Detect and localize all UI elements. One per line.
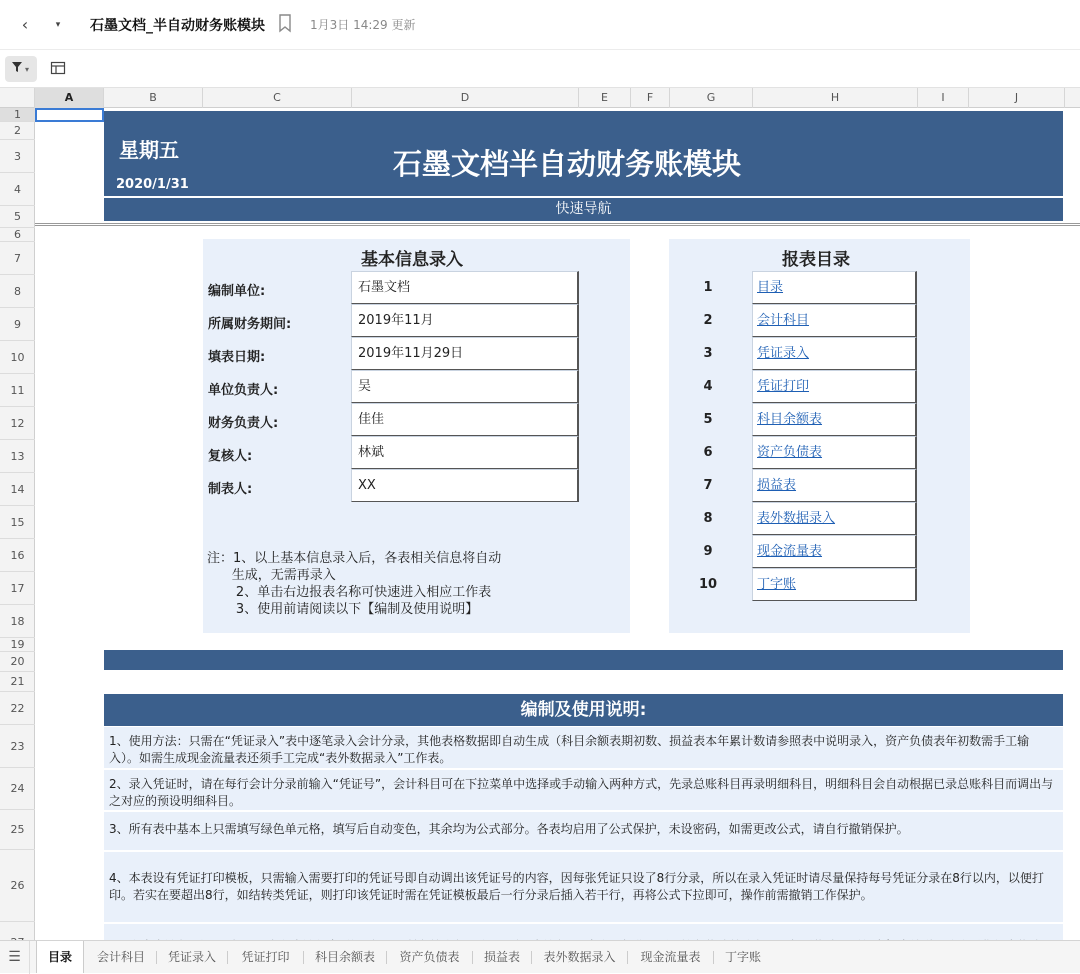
spreadsheet-grid xyxy=(0,88,1080,940)
instruction-item: 4、本表设有凭证打印模板，只需输入需要打印的凭证号即自动调出该凭证号的内容，因每张凭证只设了8行分录，所以在录入凭证时请尽量保持每号凭证分录在8行以内，以便打印。若实在要超出8行，如结转类凭证，则打印该凭证时需在凭证模板最后一行分录后插入若干行，再将公式下拉即可，操作前需撤销工作保护。 xyxy=(104,852,1063,923)
report-link-balance[interactable]: 科目余额表 xyxy=(757,412,823,427)
report-link-cell xyxy=(752,337,917,370)
sheet-tab-voucher-entry[interactable]: 凭证录入 xyxy=(167,950,216,964)
info-value-fill-date[interactable]: 2019年11月29日 xyxy=(351,337,579,370)
sheet-list-icon[interactable]: ☰ xyxy=(0,941,30,974)
report-number: 2 xyxy=(703,313,713,328)
row-header-cell[interactable]: 2 xyxy=(0,122,35,140)
report-link-cell xyxy=(752,469,917,502)
row-header-cell[interactable]: 1 xyxy=(0,108,35,122)
report-link-accounts[interactable]: 会计科目 xyxy=(757,313,810,328)
report-number: 8 xyxy=(703,511,713,526)
toolbar xyxy=(0,50,1080,88)
sheet-tab-cashflow[interactable]: 现金流量表 xyxy=(640,950,701,964)
basic-info-title: 基本信息录入 xyxy=(361,250,463,270)
column-header-e[interactable]: E xyxy=(579,88,631,108)
report-number: 7 xyxy=(703,478,713,493)
separator-bar xyxy=(104,650,1063,670)
row-header-cell[interactable]: 24 xyxy=(0,768,35,810)
report-number: 9 xyxy=(703,544,713,559)
report-link-t-account[interactable]: 丁字账 xyxy=(757,577,797,592)
info-label: 制表人: xyxy=(208,482,253,497)
instruction-item: 1、使用方法：只需在“凭证录入”表中逐笔录入会计分录，其他表格数据即自动生成（科目余额表期初数、损益表本年累计数请参照表中说明录入，资产负债表年初数需手工输入）。如需生成现金流量表还须手工完成“表外数据录入”工作表。 xyxy=(104,727,1063,769)
info-value-period[interactable]: 2019年11月 xyxy=(351,304,579,337)
sheet-tab-balance[interactable]: 科目余额表 xyxy=(314,950,375,964)
info-value-unit-head[interactable]: 吴 xyxy=(351,370,579,403)
report-number: 10 xyxy=(698,577,718,592)
instruction-item: 3、所有表中基本上只需填写绿色单元格，填写后自动变色，其余均为公式部分。各表均启用了公式保护，未设密码，如需更改公式，请自行撤销保护。 xyxy=(104,812,1063,851)
row-header-cell[interactable]: 3 xyxy=(0,140,35,173)
report-link-cell xyxy=(752,370,917,403)
column-header-f[interactable]: F xyxy=(631,88,670,108)
column-header-b[interactable]: B xyxy=(104,88,203,108)
report-number: 4 xyxy=(703,379,713,394)
report-link-cell xyxy=(752,271,917,304)
sheet-tab-bar xyxy=(0,940,1080,973)
report-link-income[interactable]: 损益表 xyxy=(757,478,797,493)
column-header-h[interactable]: H xyxy=(753,88,918,108)
column-header-d[interactable]: D xyxy=(352,88,579,108)
report-link-cell xyxy=(752,568,917,601)
weekday-label: 星期五 xyxy=(119,138,179,162)
row-header-cell[interactable]: 15 xyxy=(0,506,35,539)
row-header-cell[interactable]: 7 xyxy=(0,242,35,275)
document-title[interactable]: 石墨文档_半自动财务账模块 xyxy=(90,18,265,34)
report-link-voucher-entry[interactable]: 凭证录入 xyxy=(757,346,810,361)
row-header xyxy=(0,108,35,940)
sheet-tab-offsheet[interactable]: 表外数据录入 xyxy=(543,950,616,964)
info-label: 填表日期: xyxy=(208,350,266,365)
row-header-cell[interactable]: 11 xyxy=(0,374,35,407)
row-header-cell[interactable]: 21 xyxy=(0,672,35,692)
column-header-a[interactable]: A xyxy=(35,88,104,108)
title-bar xyxy=(0,0,1080,50)
page-title: 石墨文档半自动财务账模块 xyxy=(393,147,742,181)
row-header-cell[interactable]: 13 xyxy=(0,440,35,473)
sheet-tab-accounts[interactable]: 会计科目 xyxy=(96,950,145,964)
report-number: 6 xyxy=(703,445,713,460)
info-value-reviewer[interactable]: 林斌 xyxy=(351,436,579,469)
report-link-voucher-print[interactable]: 凭证打印 xyxy=(757,379,810,394)
column-header xyxy=(0,88,1080,108)
report-link-cell xyxy=(752,403,917,436)
report-link-offsheet[interactable]: 表外数据录入 xyxy=(757,511,836,526)
row-header-cell[interactable]: 16 xyxy=(0,539,35,572)
chevron-down-icon[interactable]: ▾ xyxy=(55,20,61,30)
row-header-cell[interactable]: 9 xyxy=(0,308,35,341)
row-header-cell[interactable]: 26 xyxy=(0,850,35,922)
back-icon[interactable]: ‹ xyxy=(21,15,29,34)
row-header-cell[interactable]: 20 xyxy=(0,652,35,672)
filter-icon[interactable]: ▾ xyxy=(5,56,37,82)
updated-time: 1月3日 14:29 更新 xyxy=(310,18,416,32)
info-label: 复核人: xyxy=(208,449,253,464)
info-value-finance-head[interactable]: 佳佳 xyxy=(351,403,579,436)
report-link-balance-sheet[interactable]: 资产负债表 xyxy=(757,445,823,460)
report-link-catalog[interactable]: 目录 xyxy=(757,280,784,295)
row-header-cell[interactable]: 25 xyxy=(0,810,35,850)
sheet-tab-catalog[interactable]: 目录 xyxy=(36,941,84,973)
row-header-cell[interactable]: 17 xyxy=(0,572,35,605)
row-header-cell[interactable]: 5 xyxy=(0,206,35,228)
sheet-tab-voucher-print[interactable]: 凭证打印 xyxy=(241,950,290,964)
instructions-title: 编制及使用说明: xyxy=(104,694,1063,726)
freeze-panes-icon[interactable] xyxy=(50,60,66,76)
report-link-cell xyxy=(752,304,917,337)
sheet-cells[interactable] xyxy=(35,108,1080,940)
instruction-item: 2、录入凭证时，请在每行会计分录前输入“凭证号”，会计科目可在下拉菜单中选择或手动输入两种方式，先录总账科目再录明细科目，明细科目会自动根据已录总账科目而调出与之对应的预设明细科目。 xyxy=(104,770,1063,811)
row-header-cell[interactable]: 4 xyxy=(0,173,35,206)
info-note: 注：1、以上基本信息录入后，各表相关信息将自动 生成，无需再录入 2、单击右边报表名称可快速进入相应工作表 3、使用前请阅读以下【编制及使用说明】 xyxy=(207,551,502,617)
report-link-cashflow[interactable]: 现金流量表 xyxy=(757,544,823,559)
report-number: 1 xyxy=(703,280,713,295)
row-header-cell[interactable]: 10 xyxy=(0,341,35,374)
row-header-cell[interactable]: 18 xyxy=(0,605,35,638)
row-header-cell[interactable]: 8 xyxy=(0,275,35,308)
date-label: 2020/1/31 xyxy=(116,177,189,192)
row-header-cell[interactable]: 22 xyxy=(0,692,35,725)
column-header-j[interactable]: J xyxy=(969,88,1065,108)
column-header-i[interactable]: I xyxy=(918,88,969,108)
sheet-tab-income[interactable]: 损益表 xyxy=(483,950,520,964)
info-label: 单位负责人: xyxy=(208,383,279,398)
report-number: 5 xyxy=(703,412,713,427)
row-header-cell[interactable]: 19 xyxy=(0,638,35,652)
corner-cell[interactable] xyxy=(0,88,35,108)
report-link-cell xyxy=(752,535,917,568)
row-header-cell[interactable]: 12 xyxy=(0,407,35,440)
report-directory-title: 报表目录 xyxy=(782,250,850,270)
report-link-cell xyxy=(752,436,917,469)
row-header-cell[interactable]: 23 xyxy=(0,725,35,768)
info-value-preparer[interactable]: XX xyxy=(351,469,579,502)
row-header-cell[interactable]: 14 xyxy=(0,473,35,506)
sheet-tab-t-account[interactable]: 丁字账 xyxy=(724,950,761,964)
divider xyxy=(35,223,1080,226)
report-number: 3 xyxy=(703,346,713,361)
report-link-cell xyxy=(752,502,917,535)
info-label: 财务负责人: xyxy=(208,416,279,431)
info-label: 所属财务期间: xyxy=(208,317,292,332)
bookmark-icon[interactable] xyxy=(278,14,292,32)
selected-cell-a1[interactable] xyxy=(35,108,104,122)
column-header-g[interactable]: G xyxy=(670,88,753,108)
info-label: 编制单位: xyxy=(208,284,266,299)
info-value-unit[interactable]: 石墨文档 xyxy=(351,271,579,304)
sheet-tab-balance-sheet[interactable]: 资产负债表 xyxy=(399,950,460,964)
quick-nav-bar: 快速导航 xyxy=(104,198,1063,221)
row-header-cell[interactable]: 6 xyxy=(0,228,35,242)
column-header-c[interactable]: C xyxy=(203,88,352,108)
